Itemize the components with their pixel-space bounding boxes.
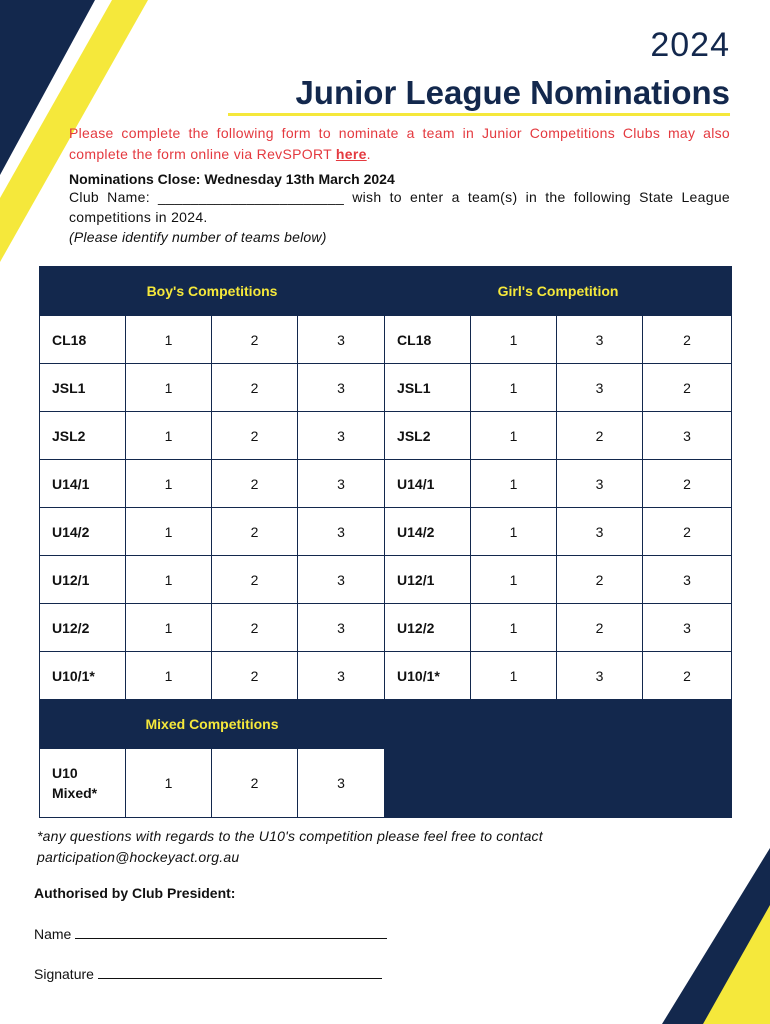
competition-rows — [40, 316, 732, 700]
mixed-option-1[interactable]: 1 — [126, 749, 212, 818]
signature-field-row — [34, 964, 382, 982]
nominations-close-date: Nominations Close: Wednesday 13th March 2024 — [69, 171, 395, 187]
boys-category-name: JSL2 — [40, 412, 126, 460]
girls-team-option[interactable]: 1 — [471, 652, 557, 700]
mixed-name-line1: U10 — [52, 765, 78, 781]
boys-team-option[interactable]: 2 — [212, 556, 298, 604]
girls-team-option[interactable]: 2 — [557, 556, 643, 604]
boys-team-option[interactable]: 3 — [298, 460, 385, 508]
boys-team-option[interactable]: 2 — [212, 652, 298, 700]
girls-team-option[interactable]: 3 — [557, 316, 643, 364]
form-year: 2024 — [650, 26, 730, 64]
boys-team-option[interactable]: 1 — [126, 412, 212, 460]
girls-team-option[interactable]: 2 — [643, 652, 732, 700]
girls-team-option[interactable]: 2 — [557, 412, 643, 460]
boys-team-option[interactable]: 1 — [126, 316, 212, 364]
revsport-link[interactable]: here — [335, 146, 367, 162]
girls-team-option[interactable]: 1 — [471, 412, 557, 460]
boys-team-option[interactable]: 3 — [298, 652, 385, 700]
competition-row — [40, 460, 732, 508]
boys-team-option[interactable]: 3 — [298, 364, 385, 412]
boys-team-option[interactable]: 3 — [298, 508, 385, 556]
competition-row — [40, 412, 732, 460]
boys-category-name: JSL1 — [40, 364, 126, 412]
girls-team-option[interactable]: 3 — [643, 412, 732, 460]
name-label: Name — [34, 926, 72, 942]
title-underline — [228, 113, 730, 116]
mixed-option-2[interactable]: 2 — [212, 749, 298, 818]
authorised-heading: Authorised by Club President: — [34, 885, 236, 901]
navy-filler-block — [385, 700, 732, 818]
girls-category-name: U10/1* — [385, 652, 471, 700]
mixed-name-line2: Mixed* — [52, 785, 98, 801]
competition-row — [40, 604, 732, 652]
competition-row — [40, 556, 732, 604]
competition-row — [40, 652, 732, 700]
girls-category-name: U14/2 — [385, 508, 471, 556]
signature-label: Signature — [34, 966, 94, 982]
boys-team-option[interactable]: 2 — [212, 460, 298, 508]
boys-team-option[interactable]: 2 — [212, 412, 298, 460]
girls-competition-heading: Girl's Competition — [385, 267, 732, 316]
girls-category-name: U14/1 — [385, 460, 471, 508]
boys-category-name: U14/1 — [40, 460, 126, 508]
girls-category-name: U12/1 — [385, 556, 471, 604]
boys-team-option[interactable]: 1 — [126, 604, 212, 652]
girls-team-option[interactable]: 3 — [557, 364, 643, 412]
footnote-email[interactable]: participation@hockeyact.org.au — [37, 849, 240, 865]
footnote-line1: *any questions with regards to the U10's competition please feel free to contact — [37, 828, 543, 844]
girls-team-option[interactable]: 1 — [471, 316, 557, 364]
club-name-statement: Club Name: _______________________ wish to enter a team(s) in the following State League competitions in 2024. — [69, 189, 730, 225]
boys-competitions-heading: Boy's Competitions — [40, 267, 385, 316]
boys-team-option[interactable]: 1 — [126, 652, 212, 700]
girls-team-option[interactable]: 1 — [471, 460, 557, 508]
boys-team-option[interactable]: 2 — [212, 316, 298, 364]
intro-end: . — [366, 146, 371, 162]
boys-team-option[interactable]: 1 — [126, 364, 212, 412]
girls-team-option[interactable]: 3 — [557, 652, 643, 700]
boys-category-name: U14/2 — [40, 508, 126, 556]
girls-category-name: JSL1 — [385, 364, 471, 412]
girls-team-option[interactable]: 1 — [471, 508, 557, 556]
identify-note: (Please identify number of teams below) — [69, 229, 327, 245]
boys-team-option[interactable]: 1 — [126, 508, 212, 556]
mixed-category-name — [40, 749, 126, 818]
mixed-option-3[interactable]: 3 — [298, 749, 385, 818]
competition-row — [40, 508, 732, 556]
competitions-table — [39, 266, 732, 818]
girls-team-option[interactable]: 2 — [643, 316, 732, 364]
table-header-row — [40, 267, 732, 316]
page-title: Junior League Nominations — [295, 74, 730, 111]
name-field-row — [34, 924, 387, 942]
intro-text — [69, 123, 730, 165]
girls-team-option[interactable]: 2 — [643, 364, 732, 412]
boys-team-option[interactable]: 3 — [298, 556, 385, 604]
boys-team-option[interactable]: 3 — [298, 316, 385, 364]
girls-category-name: U12/2 — [385, 604, 471, 652]
girls-team-option[interactable]: 3 — [557, 460, 643, 508]
girls-category-name: JSL2 — [385, 412, 471, 460]
competition-row — [40, 316, 732, 364]
mixed-competitions-heading: Mixed Competitions — [40, 700, 385, 749]
boys-team-option[interactable]: 3 — [298, 412, 385, 460]
boys-team-option[interactable]: 2 — [212, 604, 298, 652]
girls-team-option[interactable]: 3 — [557, 508, 643, 556]
boys-category-name: CL18 — [40, 316, 126, 364]
name-field[interactable] — [75, 924, 387, 939]
boys-team-option[interactable]: 1 — [126, 460, 212, 508]
girls-team-option[interactable]: 3 — [643, 556, 732, 604]
intro-body: Please complete the following form to nominate a team in Junior Competitions Clubs may also complete the form online via RevSPORT — [69, 125, 730, 162]
u10-footnote — [37, 826, 543, 868]
boys-team-option[interactable]: 3 — [298, 604, 385, 652]
mixed-header-row — [40, 700, 732, 749]
girls-team-option[interactable]: 2 — [557, 604, 643, 652]
boys-team-option[interactable]: 2 — [212, 508, 298, 556]
girls-team-option[interactable]: 2 — [643, 508, 732, 556]
boys-category-name: U12/1 — [40, 556, 126, 604]
competition-row — [40, 364, 732, 412]
boys-category-name: U10/1* — [40, 652, 126, 700]
boys-team-option[interactable]: 2 — [212, 364, 298, 412]
girls-category-name: CL18 — [385, 316, 471, 364]
girls-team-option[interactable]: 2 — [643, 460, 732, 508]
signature-field[interactable] — [98, 964, 382, 979]
girls-team-option[interactable]: 3 — [643, 604, 732, 652]
girls-team-option[interactable]: 1 — [471, 364, 557, 412]
boys-category-name: U12/2 — [40, 604, 126, 652]
girls-team-option[interactable]: 1 — [471, 556, 557, 604]
girls-team-option[interactable]: 1 — [471, 604, 557, 652]
boys-team-option[interactable]: 1 — [126, 556, 212, 604]
